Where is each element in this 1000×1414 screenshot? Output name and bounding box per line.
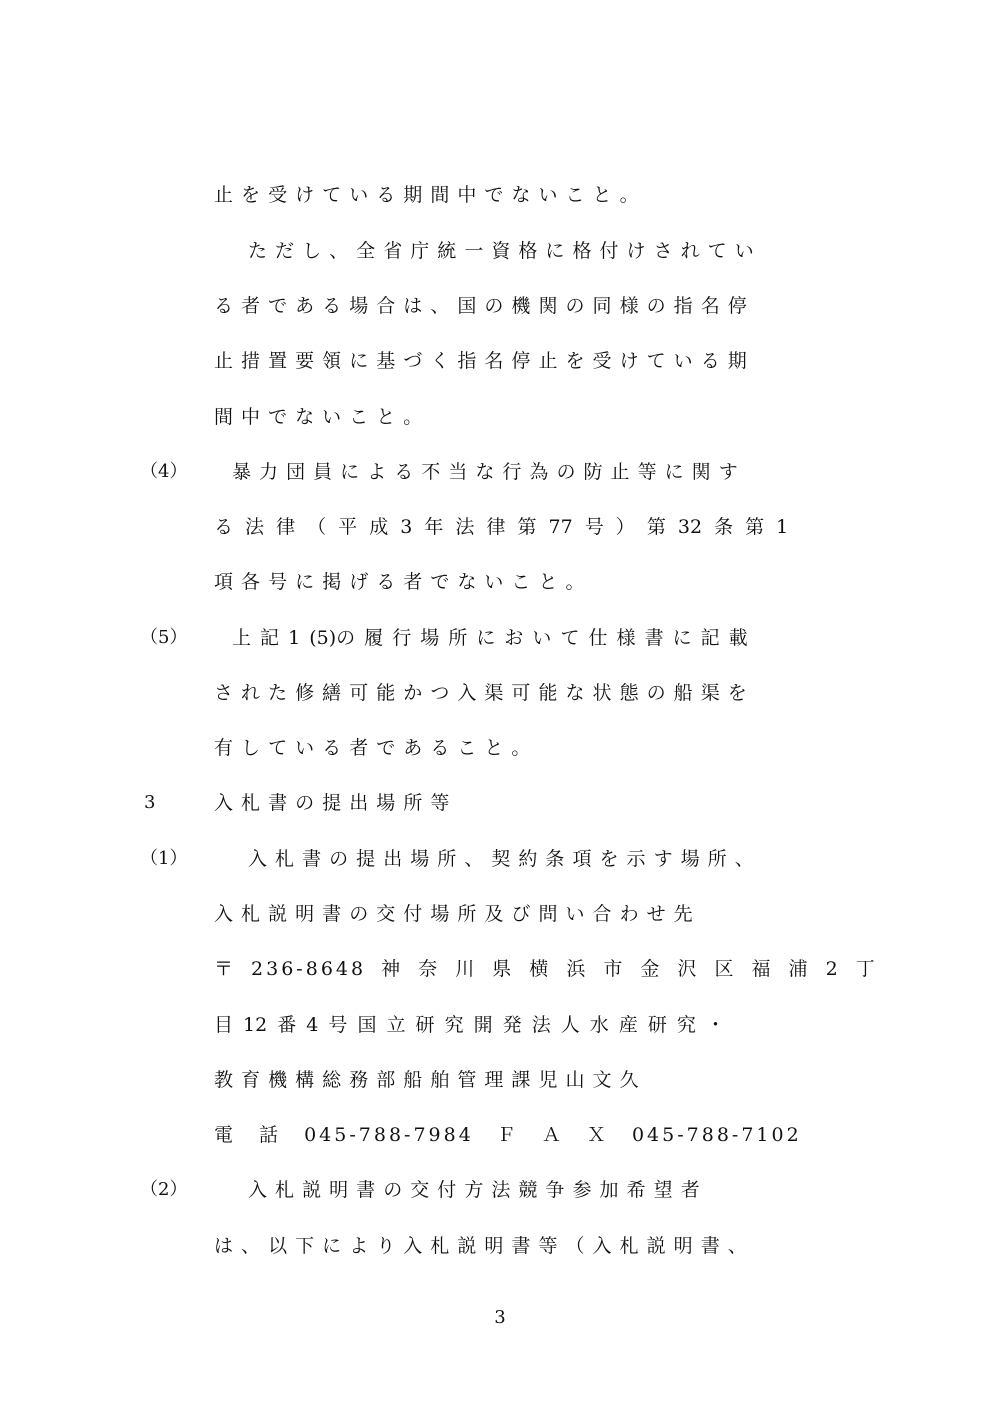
body-line: 電 話 045-788-7984 Ｆ Ａ Ｘ 045-788-7102 bbox=[214, 1124, 802, 1146]
body-line: 上 記 1 (5)の 履 行 場 所 に お い て 仕 様 書 に 記 載 bbox=[232, 627, 748, 649]
page-number: 3 bbox=[494, 1307, 506, 1328]
body-line: た だ し 、 全 省 庁 統 一 資 格 に 格 付 け さ れ て い bbox=[248, 240, 754, 262]
body-line: 有 し て い る 者 で あ る こ と 。 bbox=[214, 737, 531, 759]
item-label: （4） bbox=[140, 461, 188, 482]
body-line: 入 札 書 の 提 出 場 所 、 契 約 条 項 を 示 す 場 所 、 bbox=[248, 848, 754, 870]
body-line: 止 措 置 要 領 に 基 づ く 指 名 停 止 を 受 け て い る 期 bbox=[214, 350, 747, 372]
body-line: 入 札 説 明 書 の 交 付 場 所 及 び 問 い 合 わ せ 先 bbox=[214, 903, 693, 925]
body-line: 止 を 受 け て い る 期 間 中 で な い こ と 。 bbox=[214, 184, 639, 206]
body-line: さ れ た 修 繕 可 能 か つ 入 渠 可 能 な 状 態 の 船 渠 を bbox=[214, 682, 747, 704]
item-label: （2） bbox=[140, 1179, 188, 1200]
section-number: 3 bbox=[144, 792, 156, 813]
body-line: る 者 で あ る 場 合 は 、 国 の 機 関 の 同 様 の 指 名 停 bbox=[214, 295, 747, 317]
item-label: （5） bbox=[140, 627, 188, 648]
body-line: は 、 以 下 に よ り 入 札 説 明 書 等 （ 入 札 説 明 書 、 bbox=[214, 1235, 747, 1257]
item-label: （1） bbox=[140, 848, 188, 869]
body-line: 項 各 号 に 掲 げ る 者 で な い こ と 。 bbox=[214, 571, 585, 593]
body-line: 間 中 で な い こ と 。 bbox=[214, 406, 423, 428]
body-line: 目 12 番 4 号 国 立 研 究 開 発 法 人 水 産 研 究 ・ bbox=[214, 1014, 725, 1036]
body-line: る 法 律 （ 平 成 3 年 法 律 第 77 号 ） 第 32 条 第 1 bbox=[214, 516, 789, 538]
body-line: 教 育 機 構 総 務 部 船 舶 管 理 課 児 山 文 久 bbox=[214, 1069, 639, 1091]
section-heading: 入 札 書 の 提 出 場 所 等 bbox=[214, 792, 450, 814]
body-line: 暴 力 団 員 に よ る 不 当 な 行 為 の 防 止 等 に 関 す bbox=[232, 461, 738, 483]
body-line: 入 札 説 明 書 の 交 付 方 法 競 争 参 加 希 望 者 bbox=[248, 1179, 700, 1201]
body-line: 〒 236-8648 神 奈 川 県 横 浜 市 金 沢 区 福 浦 2 丁 bbox=[214, 958, 878, 980]
